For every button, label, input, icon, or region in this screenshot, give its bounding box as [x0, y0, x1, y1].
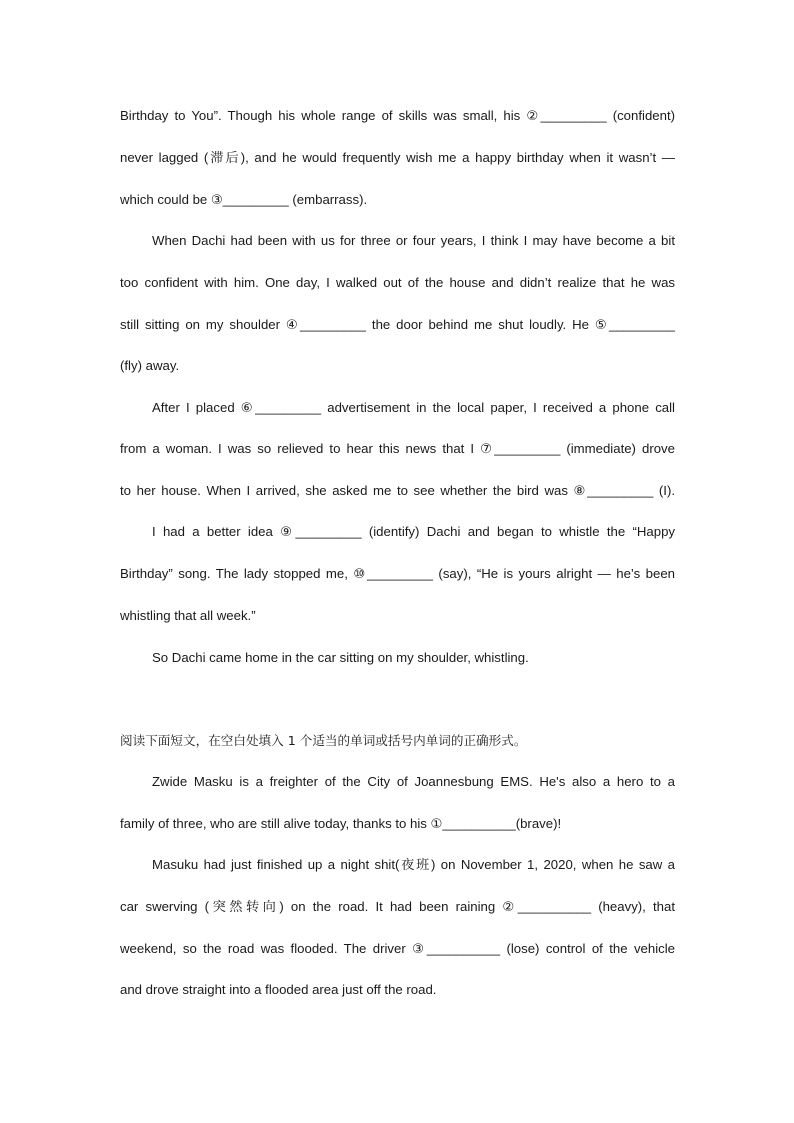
passage1-line-9: from a woman. I was so relieved to hear this news that I ⑦_________ (immediate) drove: [120, 441, 675, 456]
passage2-line-4: car swerving (突然转向) on the road. It had been raining ②__________ (heavy), that: [120, 899, 675, 914]
passage1-line-14: So Dachi came home in the car sitting on my shoulder, whistling.: [152, 650, 529, 665]
passage1-line-5: too confident with him. One day, I walked out of the house and didn’t realize that he was: [120, 275, 675, 290]
passage2-line-3: Masuku had just finished up a night shit(夜班) on November 1, 2020, when he saw a: [152, 857, 675, 872]
passage1-line-7: (fly) away.: [120, 358, 180, 373]
passage1-line-10: to her house. When I arrived, she asked me to see whether the bird was ⑧_________ (I).: [120, 483, 675, 498]
passage2-line-5: weekend, so the road was flooded. The driver ③__________ (lose) control of the vehicle: [120, 941, 675, 956]
passage1-line-13: whistling that all week.”: [120, 608, 256, 623]
passage2-instruction: 阅读下面短文，在空白处填入 1 个适当的单词或括号内单词的正确形式。: [120, 733, 527, 748]
passage1-line-8: After I placed ⑥_________ advertisement in the local paper, I received a phone call: [152, 400, 675, 415]
passage1-line-6: still sitting on my shoulder ④_________ the door behind me shut loudly. He ⑤_________: [120, 317, 675, 332]
passage2-line-6: and drove straight into a flooded area just off the road.: [120, 982, 437, 997]
passage1-line-12: Birthday” song. The lady stopped me, ⑩_________ (say), “He is yours alright — he’s been: [120, 566, 675, 581]
passage1-line-11: I had a better idea ⑨_________ (identify) Dachi and began to whistle the “Happy: [152, 524, 675, 539]
passage1-line-2: never lagged (滞后), and he would frequently wish me a happy birthday when it wasn’t —: [120, 150, 675, 165]
passage2-line-2: family of three, who are still alive today, thanks to his ①__________(brave)!: [120, 816, 562, 831]
passage2-line-1: Zwide Masku is a freighter of the City of Joannesbung EMS. He's also a hero to a: [152, 774, 675, 789]
passage1-line-1: Birthday to You”. Though his whole range of skills was small, his ②_________ (confident): [120, 108, 675, 123]
passage1-line-4: When Dachi had been with us for three or four years, I think I may have become a bit: [152, 233, 675, 248]
passage1-line-3: which could be ③_________ (embarrass).: [120, 192, 368, 207]
